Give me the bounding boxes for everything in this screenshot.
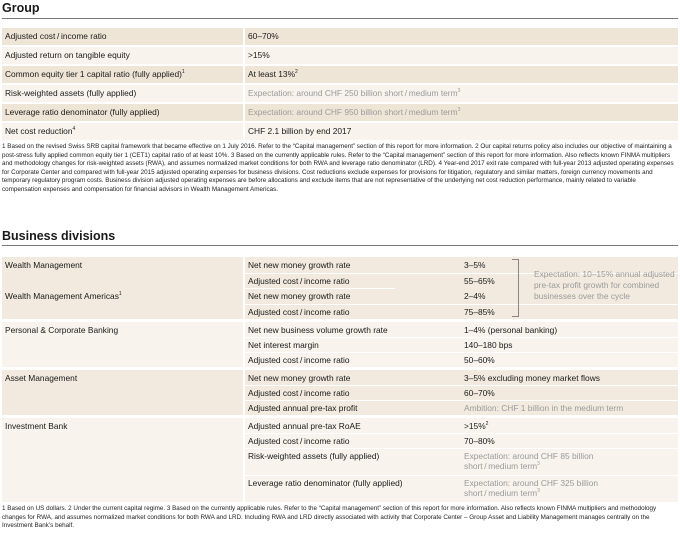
metric-label: Net new money growth rate bbox=[248, 260, 351, 270]
metric-value: 60–70% bbox=[464, 388, 495, 398]
row-value: >15% bbox=[248, 50, 270, 60]
group-row-net-cost bbox=[2, 123, 678, 140]
divisions-heading: Business divisions bbox=[2, 229, 116, 243]
division-block-ib bbox=[2, 418, 678, 502]
combined-bracket bbox=[512, 259, 519, 317]
metric-value: 3–5% excluding money market flows bbox=[464, 373, 600, 383]
metric-label: Adjusted cost / income ratio bbox=[248, 307, 350, 317]
metric-label: Net interest margin bbox=[248, 340, 319, 350]
row-value: Expectation: around CHF 950 billion short / medium term bbox=[248, 107, 458, 117]
metric-label: Adjusted cost / income ratio bbox=[248, 388, 350, 398]
division-name-wm: Wealth Management bbox=[5, 260, 83, 270]
group-row-rwa bbox=[2, 85, 678, 102]
division-name-wma: Wealth Management Americas$^1$ bbox=[5, 291, 122, 301]
row-label: Adjusted cost / income ratio bbox=[5, 31, 107, 41]
footnote-ref: 1 bbox=[118, 291, 122, 298]
row-value: 60–70% bbox=[248, 31, 279, 41]
footnote-ref: 4 bbox=[72, 126, 76, 133]
metric-value: >15%$^2$ bbox=[464, 421, 489, 431]
row-label: Net cost reduction bbox=[5, 126, 73, 136]
metric-label: Net new business volume growth rate bbox=[248, 325, 388, 335]
footnote-ref: 2 bbox=[485, 421, 489, 428]
metric-value: Expectation: around CHF 85 billion short / medium term$^3$ bbox=[464, 451, 594, 471]
group-row-cet1 bbox=[2, 66, 678, 83]
row-label: Risk-weighted assets (fully applied) bbox=[5, 88, 137, 98]
division-block-am bbox=[2, 370, 678, 415]
metric-value: 75–85% bbox=[464, 307, 495, 317]
metric-value: Ambition: CHF 1 billion in the medium term bbox=[464, 403, 624, 413]
metric-value: 50–60% bbox=[464, 355, 495, 365]
division-name-am: Asset Management bbox=[5, 373, 78, 383]
group-heading: Group bbox=[2, 1, 40, 15]
metric-label: Adjusted cost / income ratio bbox=[248, 436, 350, 446]
metric-label: Net new money growth rate bbox=[248, 291, 351, 301]
metric-label: Net new money growth rate bbox=[248, 373, 351, 383]
metric-value: 140–180 bps bbox=[464, 340, 513, 350]
metric-value: 70–80% bbox=[464, 436, 495, 446]
division-name-pcb: Personal & Corporate Banking bbox=[5, 325, 119, 335]
footnote-ref: 3 bbox=[457, 88, 461, 95]
row-value: At least 13% bbox=[248, 69, 296, 79]
footnote-ref: 3 bbox=[537, 488, 540, 495]
metric-label: Adjusted cost / income ratio bbox=[248, 355, 350, 365]
footnote-ref: 3 bbox=[537, 461, 540, 468]
row-value: Expectation: around CHF 250 billion short / medium term bbox=[248, 88, 458, 98]
metric-value: Expectation: around CHF 325 billion short / medium term$^3$ bbox=[464, 478, 599, 498]
division-block-pcb bbox=[2, 322, 678, 367]
metric-label: Adjusted cost / income ratio bbox=[248, 276, 350, 286]
divisions-footnotes bbox=[2, 505, 674, 531]
division-block-wm bbox=[2, 257, 678, 319]
row-label: Adjusted return on tangible equity bbox=[5, 50, 130, 60]
row-label: Common equity tier 1 capital ratio (fully applied) bbox=[5, 69, 182, 79]
metric-value: 1–4% (personal banking) bbox=[464, 325, 558, 335]
footnote-text: 1 Based on US dollars. 2 Under the current capital regime. 3 Based on the currently applicable rules. Refer to the “Capital management” section of this report for more information. Also reflects known FINMA multipliers and methodology changes for RWA, and assumes normalized market conditions for both RWA and LRD. Including RWA and LRD directly associated with activity that Corporate Center – Group Asset and Liability Management manages centrally on the Investment Bank’s behalf. bbox=[2, 505, 657, 530]
group-row-cost-income bbox=[2, 28, 678, 45]
divisions-heading-rule bbox=[2, 245, 678, 246]
row-label: Leverage ratio denominator (fully applied) bbox=[5, 107, 160, 117]
footnote-text: 1 Based on the revised Swiss SRB capital framework that became effective on 1 July 2016. Refer to the “Capital management” section of this report for more information. 2 Our capital returns policy also includes our objective of maintaining a post-stress fully applied common equity tier 1 (CET1) capital ratio of at least 10%. 3 Based on the currently applicable rules. Refer to the “Capital management” section of this report for more information. Also reflects known FINMA multipliers and methodology changes for risk-weighted assets (RWA), and assumes normalized market conditions for both RWA and leverage ratio denominator (LRD). 4 Year-end 2017 exit rate compared with full-year 2013 adjusted operating expenses for Corporate Center and compared with full-year 2015 adjusted operating expenses for business divisions. Cost reductions exclude expenses for provisions for litigation, regulatory and similar matters, foreign currency movements and temporary regulatory program costs. Business division adjusted operating expenses are before allocations and exclude items that are not representative of the underlying net cost reduction performance, mainly related to variable compensation expenses and compensation for financial advisors in Wealth Management Americas. bbox=[2, 143, 674, 193]
group-heading-rule bbox=[2, 18, 678, 19]
metric-value: 3–5% bbox=[464, 260, 486, 270]
metric-value: 2–4% bbox=[464, 291, 486, 301]
division-name-ib: Investment Bank bbox=[5, 421, 68, 431]
metric-label: Leverage ratio denominator (fully applied) bbox=[248, 478, 403, 488]
wm-expectation: Expectation: 10–15% annual adjusted pre-tax profit growth for combined businesses over the cycle bbox=[534, 269, 675, 301]
metric-label: Adjusted annual pre-tax profit bbox=[248, 403, 358, 413]
metric-value: 55–65% bbox=[464, 276, 495, 286]
metric-label: Risk-weighted assets (fully applied) bbox=[248, 451, 380, 461]
footnote-ref: 3 bbox=[457, 107, 461, 114]
group-row-lrd bbox=[2, 104, 678, 121]
footnote-ref: 2 bbox=[295, 69, 298, 76]
footnote-ref: 1 bbox=[181, 69, 185, 76]
group-footnotes bbox=[2, 143, 674, 195]
group-row-rote bbox=[2, 47, 678, 64]
metric-label: Adjusted annual pre-tax RoAE bbox=[248, 421, 361, 431]
row-value: CHF 2.1 billion by end 2017 bbox=[248, 126, 352, 136]
